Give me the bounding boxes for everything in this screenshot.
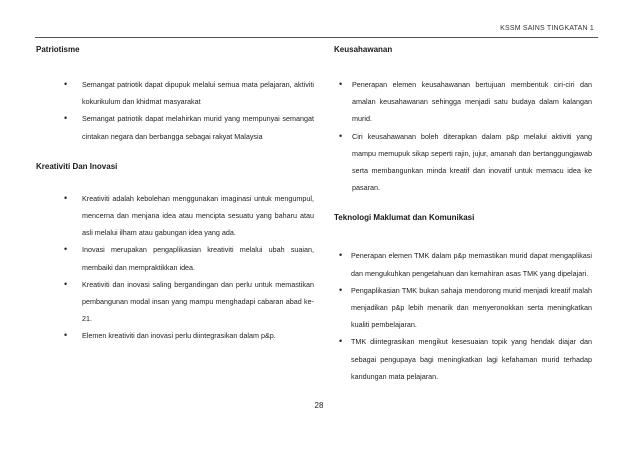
left-column [36, 44, 314, 345]
bullet-list [36, 190, 314, 345]
bullet-icon: • [339, 250, 343, 261]
section-tmk [334, 212, 592, 385]
bullet-list [334, 76, 592, 196]
bullet-icon: • [64, 192, 68, 203]
bullet-list [334, 247, 592, 385]
header-rule [35, 37, 598, 38]
list-item-text: Pengaplikasian TMK bukan sahaja mendorong murid menjadi kreatif malah menjadikan p&p lebih menarik dan menyeronokkan serta meningkatkan kualiti pembelajaran. [351, 285, 592, 330]
bullet-icon: • [339, 336, 343, 347]
section-heading: Keusahawanan [334, 45, 393, 54]
list-item-text: Penerapan elemen TMK dalam p&p memastikan murid dapat mengaplikasi dan mengukuhkan pengetahuan dan kemahiran asas TMK yang dipelajari. [351, 251, 592, 278]
section-heading: Patriotisme [36, 45, 80, 54]
list-item [36, 190, 314, 242]
bullet-icon: • [64, 330, 68, 341]
list-item [334, 247, 592, 281]
list-item [334, 128, 592, 197]
list-item-text: Semangat patriotik dapat dipupuk melalui semua mata pelajaran, aktiviti kokurikulum dan khidmat masyarakat [82, 80, 314, 107]
list-item [36, 241, 314, 275]
list-item-text: Kreativiti dan inovasi saling bergandingan dan perlu untuk memastikan pembangunan modal insan yang mampu menghadapi cabaran abad ke-21. [82, 279, 314, 324]
bullet-icon: • [339, 130, 343, 141]
list-item [334, 333, 592, 385]
right-column [334, 44, 592, 385]
list-item-text: Elemen kreativiti dan inovasi perlu diintegrasikan dalam p&p. [82, 331, 276, 341]
running-header: KSSM SAINS TINGKATAN 1 [500, 25, 594, 32]
bullet-list [36, 76, 314, 145]
bullet-icon: • [64, 244, 68, 255]
section-heading: Teknologi Maklumat dan Komunikasi [334, 213, 475, 223]
list-item [36, 276, 314, 328]
list-item-text: Kreativiti adalah kebolehan menggunakan imaginasi untuk mengumpul, mencerna dan menjana idea atau mencipta sesuatu yang baharu atau asli melalui ilham atau gabungan idea yang ada. [82, 193, 314, 238]
bullet-icon: • [339, 79, 343, 89]
section-kreativiti [36, 161, 314, 345]
list-item [36, 110, 314, 144]
section-heading: Kreativiti Dan Inovasi [36, 161, 118, 171]
list-item-text: Penerapan elemen keusahawanan bertujuan membentuk ciri-ciri dan amalan keusahawanan sehingga menjadi satu budaya dalam kalangan murid. [352, 80, 592, 124]
page-number: 28 [314, 401, 324, 410]
list-item [36, 327, 314, 344]
list-item-text: Ciri keusahawanan boleh diterapkan dalam p&p melalui aktiviti yang mampu memupuk sikap seperti rajin, jujur, amanah dan bertanggungjawab serta membangunkan minda kreatif dan inovatif untuk memacu idea ke pasaran. [352, 131, 592, 193]
section-keusahawanan [334, 44, 592, 196]
list-item-text: Inovasi merupakan pengaplikasian kreativiti melalui ubah suaian, membaiki dan mempraktikkan idea. [82, 245, 314, 272]
list-item-text: Semangat patriotik dapat melahirkan murid yang mempunyai semangat cintakan negara dan berbangga sebagai rakyat Malaysia [82, 114, 314, 141]
section-patriotisme [36, 44, 314, 145]
list-item [36, 76, 314, 110]
bullet-icon: • [64, 79, 68, 89]
bullet-icon: • [64, 113, 68, 124]
list-item-text: TMK diintegrasikan mengikut kesesuaian topik yang hendak diajar dan sebagai pengupaya bagi meningkatkan lagi kefahaman murid terhadap kandungan mata pelajaran. [351, 337, 592, 381]
list-item [334, 76, 592, 128]
bullet-icon: • [339, 284, 343, 295]
bullet-icon: • [64, 278, 68, 289]
list-item [334, 282, 592, 334]
